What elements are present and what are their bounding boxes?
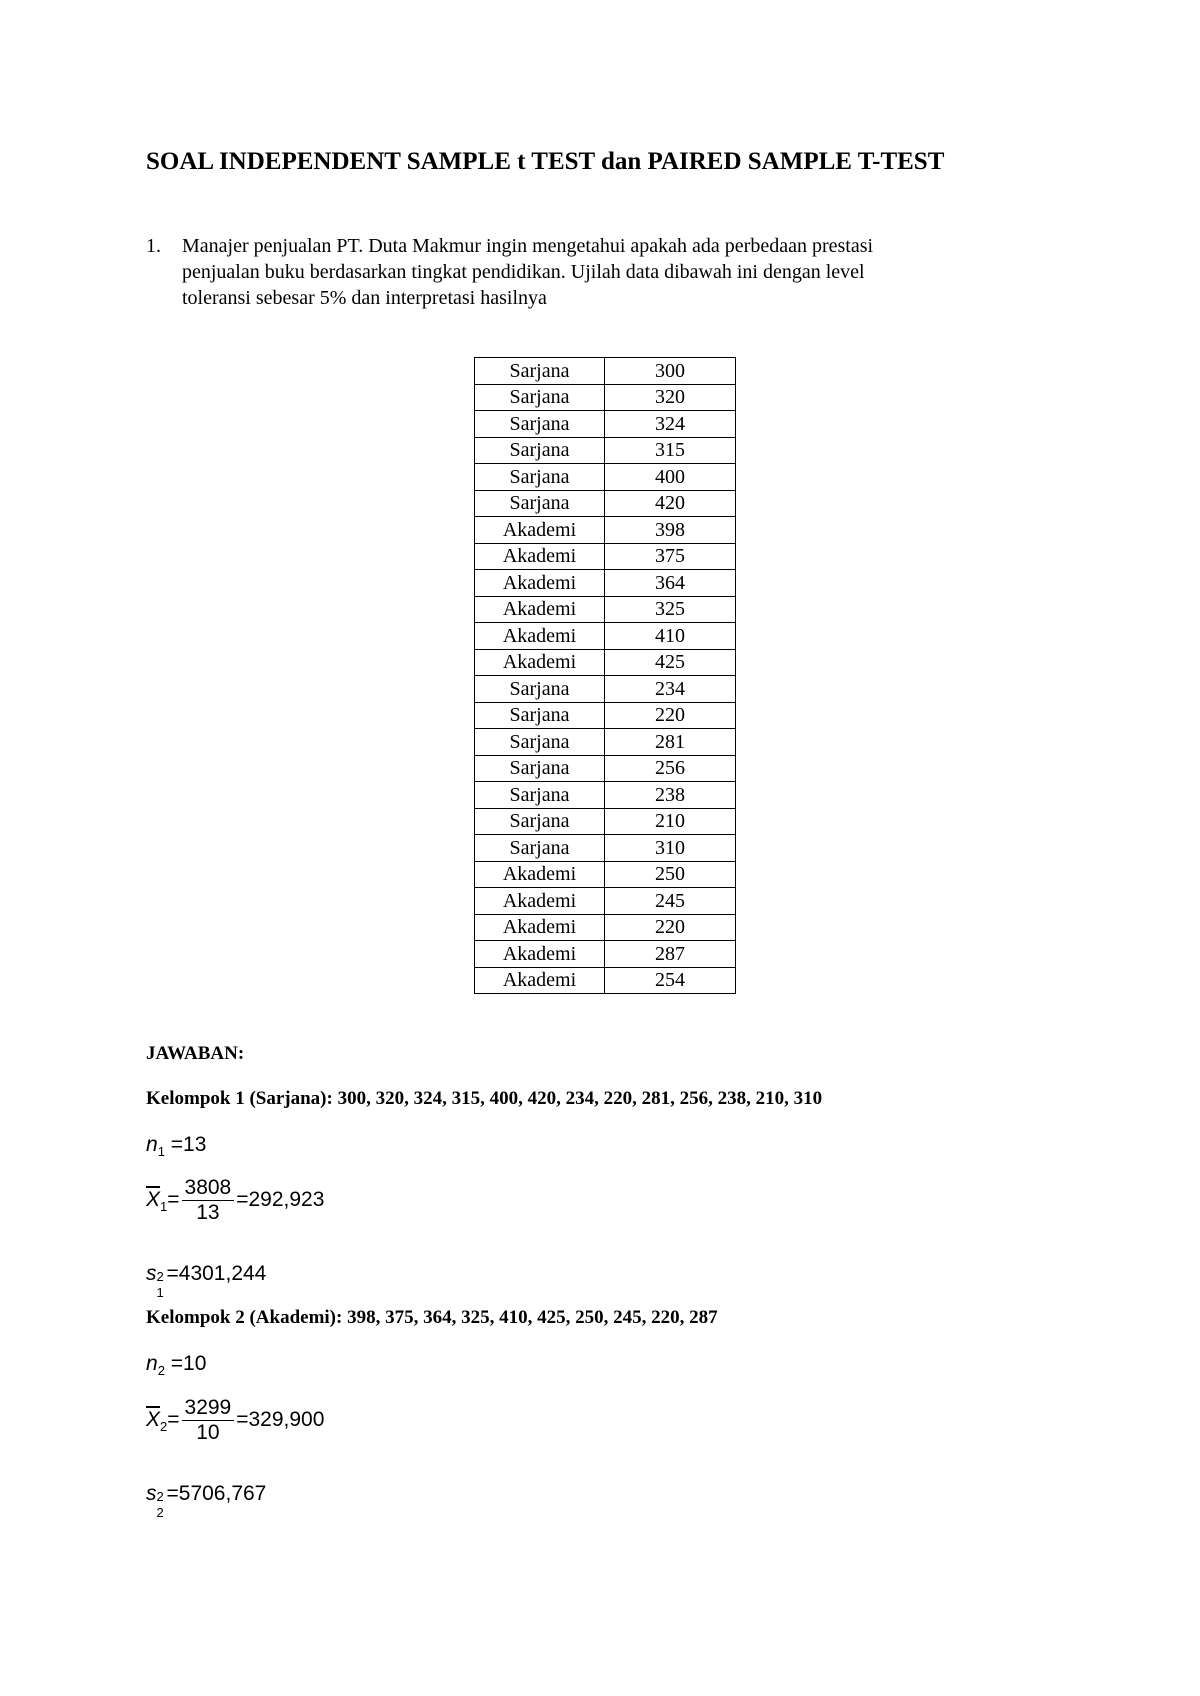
sales-value-cell: 410 <box>605 623 736 650</box>
table-row <box>475 623 736 650</box>
education-level-cell: Sarjana <box>475 358 605 385</box>
education-level-cell: Akademi <box>475 888 605 915</box>
table-row <box>475 517 736 544</box>
question-text <box>182 233 1026 311</box>
table-row <box>475 782 736 809</box>
group1-mean-formula: $\overline{X}_1=$ $\frac{3808}{13}$ =292,923 <box>146 1176 325 1224</box>
sales-value-cell: 220 <box>605 914 736 941</box>
education-level-cell: Akademi <box>475 570 605 597</box>
group2-variance-formula <box>146 1482 267 1520</box>
education-level-cell: Sarjana <box>475 411 605 438</box>
education-level-cell: Sarjana <box>475 755 605 782</box>
table-row <box>475 729 736 756</box>
sales-value-cell: 238 <box>605 782 736 809</box>
variance-symbol: s <box>146 1482 157 1505</box>
education-level-cell: Sarjana <box>475 464 605 491</box>
question-line: toleransi sebesar 5% dan interpretasi hasilnya <box>182 287 547 309</box>
education-level-cell: Akademi <box>475 596 605 623</box>
n-subscript: 2 <box>157 1363 165 1378</box>
mean-denominator: 13 <box>196 1201 220 1224</box>
education-level-cell: Sarjana <box>475 702 605 729</box>
table-row <box>475 570 736 597</box>
table-row <box>475 967 736 994</box>
table-row <box>475 702 736 729</box>
table-row <box>475 808 736 835</box>
sales-value-cell: 281 <box>605 729 736 756</box>
variance-superscript: 2 <box>156 1269 164 1284</box>
sales-value-cell: 420 <box>605 490 736 517</box>
sales-value-cell: 400 <box>605 464 736 491</box>
education-level-cell: Akademi <box>475 967 605 994</box>
question-line: Manajer penjualan PT. Duta Makmur ingin mengetahui apakah ada perbedaan prestasi <box>182 235 874 257</box>
table-row <box>475 384 736 411</box>
table-row <box>475 888 736 915</box>
table-row <box>475 543 736 570</box>
variance-superscript: 2 <box>156 1489 164 1504</box>
mean-value: =329,900 <box>236 1408 325 1432</box>
data-table-body <box>475 358 736 994</box>
sales-value-cell: 300 <box>605 358 736 385</box>
education-level-cell: Akademi <box>475 649 605 676</box>
sales-value-cell: 310 <box>605 835 736 862</box>
group2-label: Kelompok 2 (Akademi): 398, 375, 364, 325, 410, 425, 250, 245, 220, 287 <box>146 1307 718 1328</box>
question-number: 1. <box>146 235 161 257</box>
mean-numerator: 3299 <box>182 1396 235 1421</box>
table-row <box>475 358 736 385</box>
n-value: =13 <box>170 1133 207 1156</box>
education-level-cell: Sarjana <box>475 490 605 517</box>
table-row <box>475 861 736 888</box>
table-row <box>475 437 736 464</box>
sales-value-cell: 324 <box>605 411 736 438</box>
table-row <box>475 490 736 517</box>
group2-mean-formula: $\overline{X}_2=$ $\frac{3299}{10}$ =329,900 <box>146 1396 325 1444</box>
n-value: =10 <box>170 1352 207 1375</box>
table-row <box>475 596 736 623</box>
sales-value-cell: 254 <box>605 967 736 994</box>
education-level-cell: Akademi <box>475 914 605 941</box>
sales-value-cell: 364 <box>605 570 736 597</box>
mean-value: =292,923 <box>236 1188 325 1212</box>
sales-value-cell: 234 <box>605 676 736 703</box>
variance-value: =5706,767 <box>166 1482 267 1505</box>
education-level-cell: Sarjana <box>475 782 605 809</box>
mean-denominator: 10 <box>196 1421 220 1444</box>
data-table <box>474 357 736 994</box>
mean-symbol: $\overline{X}$ <box>146 1188 161 1212</box>
n-symbol: n <box>146 1133 158 1156</box>
sales-value-cell: 287 <box>605 941 736 968</box>
sales-value-cell: 325 <box>605 596 736 623</box>
education-level-cell: Sarjana <box>475 729 605 756</box>
variance-subscript: 1 <box>156 1285 164 1300</box>
education-level-cell: Sarjana <box>475 437 605 464</box>
sales-value-cell: 425 <box>605 649 736 676</box>
variance-value: =4301,244 <box>166 1262 267 1285</box>
sales-value-cell: 375 <box>605 543 736 570</box>
table-row <box>475 941 736 968</box>
mean-symbol: $\overline{X}$ <box>146 1408 161 1432</box>
table-row <box>475 676 736 703</box>
variance-subscript: 2 <box>156 1505 164 1520</box>
sales-value-cell: 320 <box>605 384 736 411</box>
table-row <box>475 464 736 491</box>
question-1 <box>146 233 1026 311</box>
education-level-cell: Sarjana <box>475 676 605 703</box>
group1-label: Kelompok 1 (Sarjana): 300, 320, 324, 315, 400, 420, 234, 220, 281, 256, 238, 210, 310 <box>146 1088 823 1109</box>
sales-value-cell: 245 <box>605 888 736 915</box>
mean-fraction <box>182 1176 235 1225</box>
education-level-cell: Sarjana <box>475 384 605 411</box>
answer-heading: JAWABAN: <box>146 1043 245 1064</box>
education-level-cell: Sarjana <box>475 835 605 862</box>
question-line: penjualan buku berdasarkan tingkat pendidikan. Ujilah data dibawah ini dengan level <box>182 261 865 283</box>
group1-n-formula <box>146 1133 206 1159</box>
sales-value-cell: 398 <box>605 517 736 544</box>
table-row <box>475 914 736 941</box>
n-subscript: 1 <box>157 1144 165 1159</box>
education-level-cell: Akademi <box>475 543 605 570</box>
variance-symbol: s <box>146 1262 157 1285</box>
mean-numerator: 3808 <box>182 1176 235 1201</box>
sales-value-cell: 220 <box>605 702 736 729</box>
sales-value-cell: 210 <box>605 808 736 835</box>
sales-value-cell: 315 <box>605 437 736 464</box>
table-row <box>475 755 736 782</box>
education-level-cell: Akademi <box>475 941 605 968</box>
sales-value-cell: 256 <box>605 755 736 782</box>
education-level-cell: Akademi <box>475 861 605 888</box>
table-row <box>475 835 736 862</box>
table-row <box>475 649 736 676</box>
n-symbol: n <box>146 1352 158 1375</box>
education-level-cell: Akademi <box>475 623 605 650</box>
education-level-cell: Akademi <box>475 517 605 544</box>
sales-value-cell: 250 <box>605 861 736 888</box>
mean-fraction <box>182 1396 235 1445</box>
document-title: SOAL INDEPENDENT SAMPLE t TEST dan PAIRED SAMPLE T-TEST <box>146 148 945 175</box>
table-row <box>475 411 736 438</box>
education-level-cell: Sarjana <box>475 808 605 835</box>
group2-n-formula <box>146 1352 206 1378</box>
group1-variance-formula <box>146 1262 267 1300</box>
mean-subscript: 2 <box>160 1419 168 1435</box>
mean-subscript: 1 <box>160 1199 168 1215</box>
